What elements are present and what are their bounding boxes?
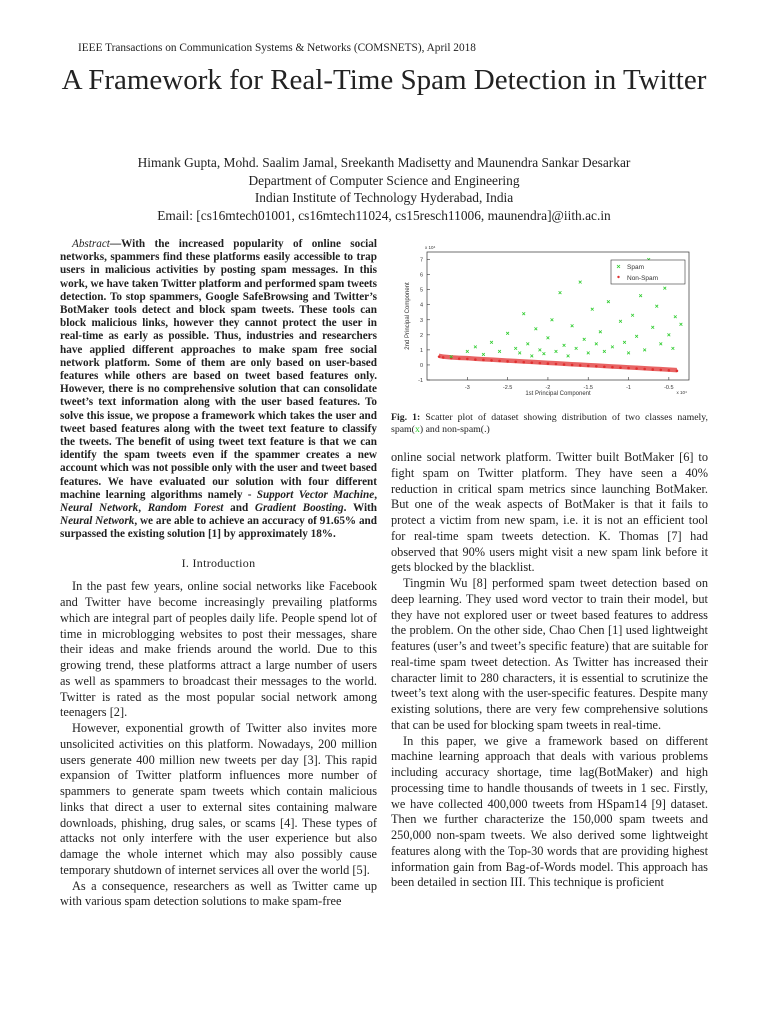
y-tick-label: 6	[419, 272, 423, 279]
abstract-text: . With	[343, 502, 377, 515]
x-tick-label: -0.5	[664, 385, 674, 391]
caption-text: Scatter plot of dataset showing distribution of two classes namely, spam(	[391, 412, 708, 435]
algorithm-nn: Neural Network	[60, 502, 139, 515]
abstract-dash: —	[109, 238, 122, 250]
figure-scatter-plot	[391, 238, 708, 408]
caption-text: ) and non-spam(.)	[419, 424, 490, 435]
algorithm-svm: Support Vector Machine	[256, 488, 375, 501]
figure-caption	[391, 412, 708, 436]
email: Email: [cs16mtech01001, cs16mtech11024, cs15resch11006, maunendra]@iith.ac.in	[157, 207, 611, 223]
paragraph: However, exponential growth of Twitter also invites more unsolicited activities on this platform. Nowadays, 200 million users generate 400 million new tweets per day [3]. This rapid expansion of Twitter platform influences more number of spammers to generate spam tweets which contain malicious links that direct a user to external sites containing malware downloads, phishing, drug sales, or scams [4]. These types of attacks not only interfere with the user experience but also damage the whole internet which may also possibly cause temporary shutdown of internet services all over the world [5].	[60, 721, 377, 877]
y-tick-label: -1	[418, 378, 423, 384]
section-heading-introduction: I. Introduction	[181, 555, 256, 570]
x-tick-label: -2	[545, 385, 551, 391]
legend-marker-non-spam	[617, 276, 619, 278]
legend-label-spam: Spam	[627, 264, 644, 271]
y-tick-label: 2	[419, 332, 423, 339]
paragraph: As a consequence, researchers as well as Twitter came up with various spam detection solutions to make spam-free	[60, 878, 377, 909]
x-multiplier: x 10⁴	[676, 390, 687, 395]
algorithm-rf: Random Forest	[147, 502, 224, 515]
y-multiplier: x 10⁴	[425, 245, 436, 250]
y-tick-label: 7	[419, 257, 423, 264]
paragraph: Tingmin Wu [8] performed spam tweet detection based on deep learning. They used word vector to train their model, but they have not explored user or tweet based features to address the problem. On the other side, Chao Chen [1] used lightweight features (user’s and tweet’s specific feature) that are suitable for real-time spam tweet detection. As Twitter has increased their character limit to 280 characters, it is essential to scrutinize the tweet’s text along with the user-specific features. Despite many existing solutions, there are very few comprehensive solutions that can be used for blocking spam tweets in real-time.	[391, 576, 708, 732]
abstract-sep: ,	[138, 502, 148, 515]
abstract-label: Abstract	[72, 238, 110, 250]
y-tick-label: 1	[419, 347, 423, 354]
author-block	[60, 154, 708, 224]
x-tick-label: -3	[464, 385, 470, 391]
paragraph: In the past few years, online social networks like Facebook and Twitter have become increasingly prevailing platforms which are integral part of peoples daily life. People spend lot of time in microblogging websites to post their messages, share their ideas and make friends around the world. Due to this growing trend, these platforms attract a large number of users as well as spammers to broadcast their messages to the world. Twitter is rated as the most popular social network among teenagers [2].	[60, 579, 377, 720]
paragraph: In this paper, we give a framework based on different machine learning approach that deals with various problems including accuracy shortage, time lag(BotMaker) and high processing time to handle thousands of tweets in 1 sec. Firstly, we have collected 400,000 tweets from HSpam14 [9] dataset. Then we further characterize the 150,000 spam tweets and 250,000 non-spam tweets. We also derived some lightweight features along with the Top-30 words that are providing highest information gain from Bag-of-Words model. This approach has been detailed in section III. This technique is proficient	[391, 733, 708, 890]
x-tick-label: -1.5	[583, 385, 593, 391]
abstract-sep: and	[223, 502, 255, 515]
caption-label: Fig. 1:	[391, 412, 421, 423]
left-column	[60, 238, 377, 910]
abstract-text: With the increased popularity of online social networks, spammers find these platforms easily accessible to trap users in malicious activities by posting spam messages. In this work, we have taken Twitter platform and performed spam tweets detection. To stop spammers, Google SafeBrowsing and Twitter’s BotMaker tools detect and block spam tweets. These tools can block malicious links, however they cannot protect the user in real-time as early as possible. Thus, industries and researchers have applied different approaches to make spam free social network platform. Some of them are only based on user-based features while others are based on tweet based features only. However, there is no comprehensive solution that can consolidate tweet’s text information along with the user based features. To solve this issue, we propose a framework which takes the user and tweet based features along with the tweet text feature to classify the tweets. The benefit of using tweet text feature is that we can identify the spam tweets even if the spammer creates a new account which was not possible only with the user and tweet based features. We have evaluated our solution with four different machine learning algorithms namely -	[60, 238, 377, 501]
algorithm-gb: Gradient Boosting	[254, 502, 344, 515]
right-column	[391, 238, 708, 891]
x-tick-label: -1	[626, 385, 631, 391]
paper-title: A Framework for Real-Time Spam Detection in Twitter	[61, 64, 707, 96]
x-tick-label: -2.5	[502, 385, 513, 391]
y-tick-label: 0	[419, 362, 423, 369]
journal-header: IEEE Transactions on Communication Systems & Networks (COMSNETS), April 2018	[78, 42, 476, 54]
institute: Indian Institute of Technology Hyderabad, India	[254, 190, 514, 206]
y-tick-label: 3	[419, 317, 423, 324]
paragraph: online social network platform. Twitter built BotMaker [6] to fight spam on Twitter platform. They have seen a 40% reduction in critical spam metrics since launching BotMaker. But one of the weak aspects of BotMaker is that it fails to protect a victim from new spam, i.e. it is not an efficient tool for real-time spam tweets detection. K. Thomas [7] had observed that 90% users might visit a new spam link before it gets blocked by the blacklist.	[391, 450, 708, 575]
y-tick-label: 5	[419, 287, 423, 294]
x-axis-label: 1st Principal Component	[525, 391, 591, 397]
abstract	[60, 238, 377, 542]
legend-label-non-spam: Non-Spam	[627, 275, 659, 282]
authors: Himank Gupta, Mohd. Saalim Jamal, Sreekanth Madisetty and Maunendra Sankar Desarkar	[137, 155, 631, 170]
algorithm-nn-2: Neural Network	[60, 515, 135, 528]
abstract-text: , we are able to achieve an accuracy of 91.65% and surpassed the existing solution [1] by approximately 18%.	[60, 515, 377, 541]
scatter-plot	[391, 238, 708, 408]
abstract-sep: ,	[374, 488, 378, 501]
y-tick-label: 4	[419, 302, 423, 309]
y-axis-label: 2nd Principal Component	[405, 282, 411, 350]
caption-spam-marker: x	[414, 424, 420, 435]
department: Department of Computer Science and Engineering	[248, 172, 520, 188]
